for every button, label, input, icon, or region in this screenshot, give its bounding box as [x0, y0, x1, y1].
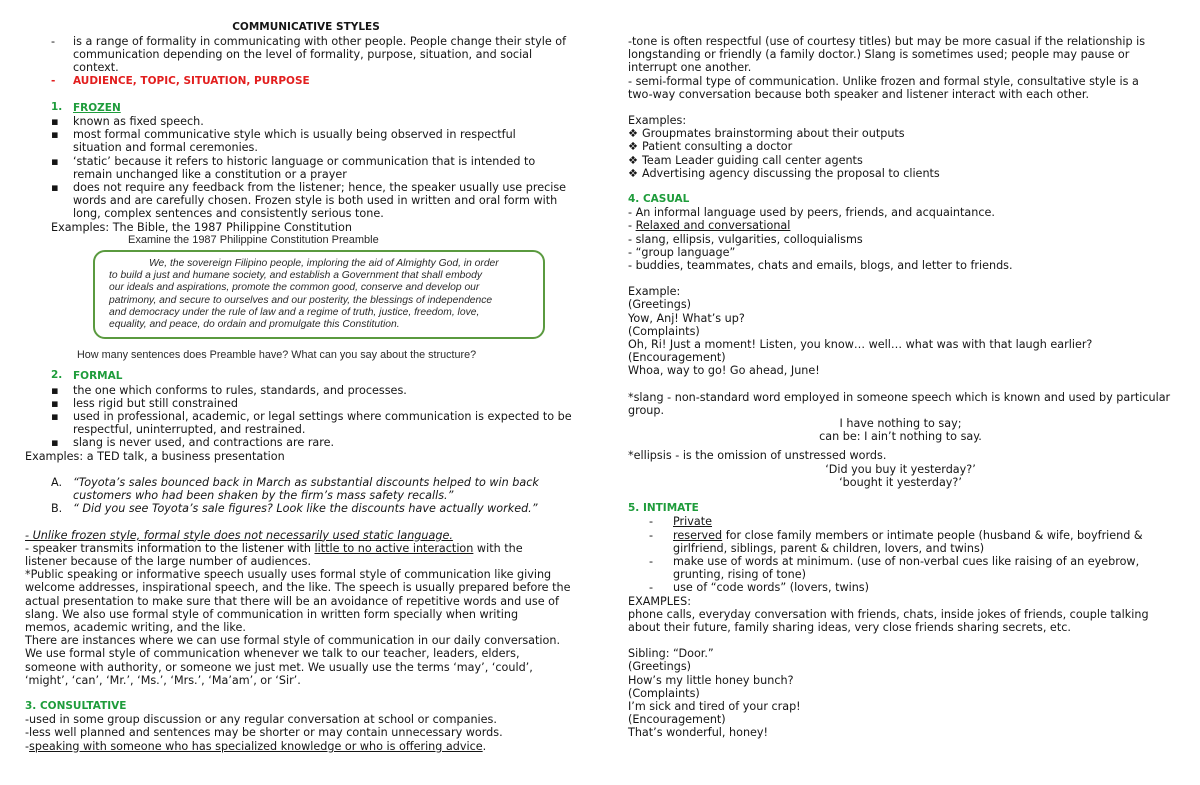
- consultative-line: -less well planned and sentences may be shorter or may contain unnecessary words.: [25, 726, 503, 740]
- consultative-line: [25, 740, 588, 753]
- example-text: Team Leader guiding call center agents: [642, 153, 863, 167]
- consultative-line: - semi-formal type of communication. Unlike frozen and formal style, consultative style is a: [628, 74, 1139, 88]
- casual-line: [628, 219, 1173, 232]
- speaker-line: listener because of the large number of audiences.: [25, 554, 312, 568]
- frozen-number: 1.: [51, 100, 63, 113]
- formal-paragraph-line: memos, academic writing, and the like.: [25, 620, 246, 634]
- frozen-bullet: [28, 181, 588, 221]
- document-title: COMMUNICATIVE STYLES: [232, 21, 380, 33]
- examples-label: EXAMPLES:: [628, 594, 691, 608]
- formal-title: FORMAL: [73, 370, 123, 383]
- casual-example-line: Oh, Ri! Just a moment! Listen, you know… well… what was with that laugh earlier?: [628, 338, 1093, 352]
- intimate-dialogue-line: (Complaints): [628, 686, 700, 700]
- bullet-line: situation and formal ceremonies.: [73, 141, 258, 155]
- formal-bullet: [28, 436, 588, 449]
- casual-example-line: Whoa, way to go! Go ahead, June!: [628, 364, 820, 378]
- preamble-line: and democracy under the rule of law and a regime of truth, justice, freedom, love,: [109, 306, 480, 318]
- intimate-dialogue-line: Sibling: “Door.”: [628, 647, 714, 661]
- intimate-dialogue-line: That’s wonderful, honey!: [628, 726, 769, 740]
- casual-line: - buddies, teammates, chats and emails, blogs, and letter to friends.: [628, 259, 1013, 273]
- underlined-text: speaking with someone who has specialized knowledge or who is offering advice: [29, 739, 483, 753]
- speaker-line: [25, 542, 588, 555]
- preamble-box: [93, 250, 545, 339]
- casual-example-line: (Greetings): [628, 298, 692, 312]
- frozen-bullet: [28, 128, 588, 154]
- frozen-bullet: [28, 115, 588, 128]
- bullet-line: most formal communicative style which is usually being observed in respectful: [73, 128, 516, 142]
- slang-example: I have nothing to say;: [839, 417, 962, 431]
- casual-example-line: (Complaints): [628, 324, 700, 338]
- formal-paragraph-line: slang. We also use formal style of communication in written form specially when writing: [25, 607, 519, 621]
- intimate-item: [628, 581, 1173, 594]
- letter-mark: B.: [51, 502, 63, 516]
- intro-item: [28, 35, 588, 75]
- speaker-text: with the: [473, 541, 523, 555]
- preamble-line: equality, and peace, do ordain and promulgate this Constitution.: [109, 319, 400, 331]
- bullet-line: used in professional, academic, or legal settings where communication is expected to be: [73, 410, 572, 424]
- intimate-dialogue-line: (Encouragement): [628, 713, 726, 727]
- consultative-line: longstanding or friendly (a family doctor.) Slang is sometimes used; people may pause or: [628, 48, 1130, 62]
- formal-example-a: [28, 476, 588, 502]
- example-text: Advertising agency discussing the proposal to clients: [642, 166, 940, 180]
- intimate-item: [628, 515, 1173, 528]
- diamond-bullet-icon: ❖: [628, 153, 639, 167]
- frozen-bullet: [28, 155, 588, 181]
- bullet-line: remain unchanged like a constitution or a prayer: [73, 167, 347, 181]
- square-bullet-icon: ▪: [51, 410, 59, 424]
- consultative-line: interrupt one another.: [628, 61, 752, 75]
- intimate-item: [628, 555, 1173, 581]
- diamond-bullet-icon: ❖: [628, 127, 639, 141]
- bullet-line: ‘static’ because it refers to historic language or communication that is intended to: [73, 154, 536, 168]
- bullet-line: known as fixed speech.: [73, 115, 204, 129]
- intro-line: context.: [73, 61, 119, 75]
- ellipsis-example: ‘Did you buy it yesterday?’: [825, 462, 976, 476]
- excerpt-title: Examine the 1987 Philippine Constitution Preamble: [128, 233, 379, 246]
- speaker-text: - speaker transmits information to the listener with: [25, 541, 315, 555]
- formal-paragraph-line: We use formal style of communication whenever we talk to our teacher, leaders, elders,: [25, 647, 520, 661]
- dash-bullet: -: [649, 581, 654, 595]
- slang-definition: *slang - non-standard word employed in someone speech which is known and used by particular: [628, 390, 1171, 404]
- casual-line: - An informal language used by peers, friends, and acquaintance.: [628, 206, 995, 220]
- formal-paragraph-line: actual presentation to make sure that there will be an avoidance of repetitive words and use of: [25, 594, 559, 608]
- speaker-emphasis: little to no active interaction: [314, 541, 474, 555]
- formal-paragraph-line: There are instances where we can use formal style of communication in our daily conversation.: [25, 634, 560, 648]
- dash-bullet: -: [649, 554, 654, 568]
- line-prefix: -: [628, 219, 636, 233]
- casual-line: - slang, ellipsis, vulgarities, colloquialisms: [628, 232, 863, 246]
- intro-line: communication depending on the level of formality, purpose, situation, and social: [73, 48, 533, 62]
- diamond-bullet-icon: ❖: [628, 166, 639, 180]
- intimate-dialogue-line: (Greetings): [628, 660, 692, 674]
- intimate-text: for close family members or intimate people (husband & wife, boyfriend &: [722, 528, 1143, 542]
- ellipsis-example: ‘bought it yesterday?’: [839, 475, 962, 489]
- bullet-line: words and are carefully chosen. Frozen style is both used in written and oral form with: [73, 194, 558, 208]
- line-prefix: -: [25, 739, 30, 753]
- intimate-item: [628, 529, 1173, 555]
- consultative-line: -used in some group discussion or any regular conversation at school or companies.: [25, 713, 497, 727]
- intimate-text: grunting, rising of tone): [673, 568, 806, 582]
- intimate-dialogue-line: How’s my little honey bunch?: [628, 673, 794, 687]
- bullet-line: less rigid but still constrained: [73, 396, 238, 410]
- intimate-text: make use of words at minimum. (use of non-verbal cues like raising of an eyebrow,: [673, 554, 1140, 568]
- preamble-line: our ideals and aspirations, promote the common good, conserve and develop our: [109, 282, 480, 294]
- right-content: [628, 35, 1173, 740]
- formal-paragraph-line: someone with authority, or someone we just met. We usually use the terms ‘may’, ‘could’,: [25, 660, 533, 674]
- examples-label: Examples:: [628, 114, 687, 128]
- casual-heading: 4. CASUAL: [628, 193, 690, 206]
- intimate-heading: 5. INTIMATE: [628, 502, 699, 515]
- slang-example: can be: I ain’t nothing to say.: [819, 430, 982, 444]
- bullet-line: slang is never used, and contractions are rare.: [73, 436, 335, 450]
- preamble-line: patrimony, and secure to ourselves and our posterity, the blessings of independence: [109, 294, 493, 306]
- casual-line: - “group language”: [628, 245, 736, 259]
- formal-bullet: [28, 410, 588, 436]
- square-bullet-icon: ▪: [51, 128, 59, 142]
- letter-mark: A.: [51, 475, 63, 489]
- preamble-excerpt: [93, 234, 545, 339]
- preamble-line: to build a just and humane society, and establish a Government that shall embody: [109, 270, 483, 282]
- diamond-bullet-icon: ❖: [628, 140, 639, 154]
- line-suffix: .: [482, 739, 487, 753]
- intimate-dialogue-line: I’m sick and tired of your crap!: [628, 699, 801, 713]
- frozen-title: FROZEN: [73, 101, 121, 114]
- square-bullet-icon: ▪: [51, 436, 59, 450]
- intro-line: is a range of formality in communicating with other people. People change their style of: [73, 35, 567, 48]
- formal-examples: Examples: a TED talk, a business presentation: [25, 449, 285, 463]
- square-bullet-icon: ▪: [51, 396, 59, 410]
- consultative-line: two-way conversation because both speaker and listener interact with each other.: [628, 87, 1090, 101]
- bullet-line: the one which conforms to rules, standards, and processes.: [73, 383, 407, 397]
- formal-number: 2.: [51, 369, 63, 382]
- consultative-example: [628, 167, 1173, 180]
- formal-bullet: [28, 397, 588, 410]
- square-bullet-icon: ▪: [51, 115, 59, 129]
- frozen-heading: [28, 101, 588, 115]
- slang-definition: group.: [628, 403, 665, 417]
- purpose-keywords: AUDIENCE, TOPIC, SITUATION, PURPOSE: [73, 74, 310, 87]
- preamble-line: We, the sovereign Filipino people, imploring the aid of Almighty God, in order: [149, 258, 499, 270]
- consultative-example: [628, 140, 1173, 153]
- dash-bullet: -: [649, 528, 654, 542]
- square-bullet-icon: ▪: [51, 383, 59, 397]
- square-bullet-icon: ▪: [51, 181, 59, 195]
- formal-note: - Unlike frozen style, formal style does not necessarily used static language.: [25, 528, 453, 542]
- underlined-text: Relaxed and conversational: [635, 219, 791, 233]
- bullet-line: long, complex sentences and consistently serious tone.: [73, 207, 384, 221]
- example-text: Groupmates brainstorming about their outputs: [642, 127, 905, 141]
- dash-bullet: -: [51, 74, 56, 87]
- intro-red-item: [28, 75, 588, 88]
- formal-heading: [28, 369, 588, 383]
- formal-paragraph-line: *Public speaking or informative speech usually uses formal style of communication like giving: [25, 568, 552, 582]
- bullet-line: respectful, uninterrupted, and restrained.: [73, 423, 306, 437]
- intimate-text: Private: [673, 515, 713, 529]
- formal-paragraph-line: ‘might’, ‘can’, ‘Mr.’, ‘Ms.’, ‘Mrs.’, ‘Ma’am’, or ‘Sir’.: [25, 673, 301, 687]
- casual-example-line: Example:: [628, 285, 681, 299]
- consultative-example: [628, 154, 1173, 167]
- consultative-line: -tone is often respectful (use of courtesy titles) but may be more casual if the relationship is: [628, 35, 1146, 48]
- underlined-text: reserved: [673, 528, 723, 542]
- intimate-text: girlfriend, siblings, parent & children, lovers, and twins): [673, 541, 985, 555]
- ellipsis-definition: *ellipsis - is the omission of unstressed words.: [628, 449, 887, 463]
- formal-paragraph-line: welcome addresses, inspirational speech, and the like. The speech is usually prepared before the: [25, 581, 571, 595]
- example-line: “ Did you see Toyota’s sale figures? Look like the discounts have actually worked.”: [73, 502, 538, 516]
- intimate-text: use of “code words” (lovers, twins): [673, 581, 869, 595]
- intro-section: [25, 35, 588, 753]
- dash-bullet: -: [649, 515, 654, 529]
- bullet-line: does not require any feedback from the listener; hence, the speaker usually use precise: [73, 181, 567, 195]
- casual-example-line: Yow, Anj! What’s up?: [628, 311, 745, 325]
- casual-example-line: (Encouragement): [628, 351, 726, 365]
- formal-example-b: [28, 502, 588, 515]
- frozen-examples: Examples: The Bible, the 1987 Philippine Constitution: [51, 220, 352, 234]
- consultative-heading: 3. CONSULTATIVE: [25, 699, 127, 712]
- dash-bullet: -: [51, 35, 56, 48]
- example-line: customers who had been shaken by the firm’s mass safety recalls.”: [73, 489, 454, 503]
- square-bullet-icon: ▪: [51, 154, 59, 168]
- formal-bullet: [28, 384, 588, 397]
- example-line: “Toyota’s sales bounced back in March as substantial discounts helped to win back: [73, 475, 539, 489]
- intimate-examples-line: about their future, family sharing ideas, very close friends sharing secrets, etc.: [628, 620, 1071, 634]
- preamble-question: How many sentences does Preamble have? What can you say about the structure?: [77, 349, 477, 362]
- consultative-example: [628, 127, 1173, 140]
- intimate-examples-line: phone calls, everyday conversation with friends, chats, inside jokes of friends, couple talking: [628, 607, 1149, 621]
- example-text: Patient consulting a doctor: [642, 140, 793, 154]
